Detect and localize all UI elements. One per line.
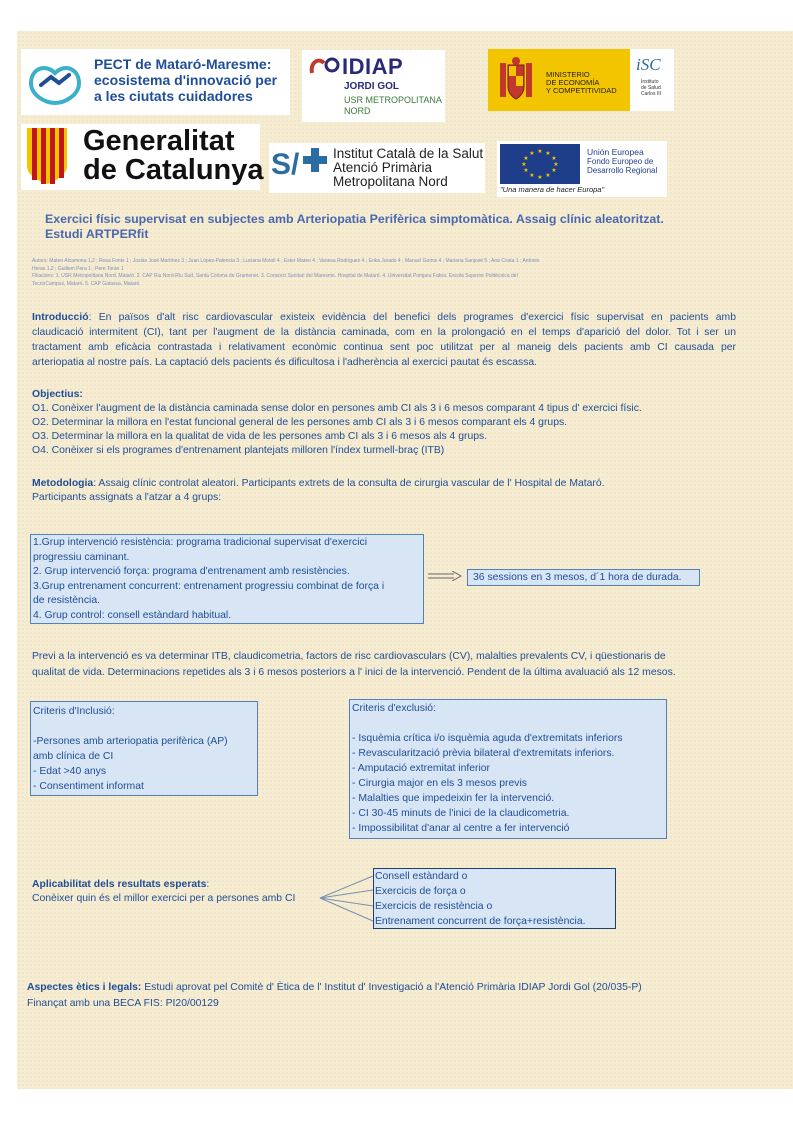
svg-text:★: ★ [523,167,529,174]
options-box [373,868,616,929]
group-1-line1: 1.Grup intervenció resistència: programa tradicional supervisat d'exercici [33,537,368,548]
svg-text:★: ★ [529,150,535,157]
isciii-mark-icon: iSC [636,55,661,74]
intro-line2: claudicació intermitent (CI), tant per l'augment de la distància caminada, com en la prolongació en el temps d'aparició del dolor. Tot i ser un [32,327,736,338]
title-line2: Estudi ARTPERfit [45,227,149,241]
pect-logo [21,49,290,115]
etics-label: Aspectes ètics i legals: [27,982,142,993]
objective-2: O2. Determinar la millora en l'estat funcional general de les persones amb CI als 3 i 6 mesos comparant els 4 grups. [32,417,568,428]
ics-line3: Metropolitana Nord [333,174,448,189]
svg-text:★: ★ [537,174,543,181]
group-3-line1: 3.Grup entrenament concurrent: entrenament progressiu combinat de força i [33,580,385,592]
objective-3: O3. Determinar la millora en la qualitat de vida de les persones amb CI als 3 i 6 mesos als 4 grups. [32,431,488,442]
svg-text:★: ★ [545,150,551,157]
ministerio-logo [488,49,630,111]
inclusion-title: Criteris d'Inclusió: [33,706,115,717]
authors-block [32,258,748,288]
isciii-line1: Instituto [641,79,659,85]
ministerio-line3: Y COMPETITIVIDAD [546,86,617,95]
exclusion-item-3: - Amputació extremitat inferior [352,763,491,774]
svg-text:★: ★ [545,172,551,179]
generalitat-line2: de Catalunya [83,154,264,186]
catalan-flag-icon [25,126,69,186]
exclusion-item-7: - Impossibilitat d'anar al centre a fer intervenció [352,823,570,834]
svg-text:★: ★ [523,155,529,162]
double-arrow-icon [428,571,462,581]
poster-title [45,212,765,242]
ministerio-line2: DE ECONOMÍA [546,78,600,87]
svg-text:★: ★ [521,161,527,168]
option-3: Exercicis de resistència o [375,901,493,912]
objectius-label: Objectius: [32,389,83,400]
isciii-line3: Carlos III [641,91,662,97]
isciii-logo [630,49,674,111]
generalitat-logo [21,124,264,190]
objective-1: O1. Conèixer l'augment de la distància caminada sense dolor en persones amb CI als 3 i 6 mesos comparant 4 tipus d' exercici físic. [32,403,642,414]
intro-label: Introducció [32,312,89,323]
svg-text:★: ★ [551,167,557,174]
exclusion-item-2: - Revascularització prèvia bilateral d'extremitats inferiors. [352,748,615,759]
group-2: 2. Grup intervenció força: programa d'entrenament amb resistències. [33,566,350,578]
sessions-box [467,569,700,586]
aplicabilitat-label: Aplicabilitat dels resultats esperats [32,879,207,890]
groups-box [30,534,424,624]
ics-line1: Institut Català de la Salut [333,146,484,161]
inclusion-item-3: - Edat >40 anys [33,766,107,777]
exclusion-item-4: - Cirurgia major en els 3 mesos previs [352,778,527,789]
objectius-section [32,388,752,458]
fan-out-lines [318,870,374,930]
authors-line1: Autors: Mateo Alcamona 1,2 ; Rosa Fonts 1 ; Josiàs José Martínez 3 ; Juan López-Palencia 3 ; Luciana Motoll 4 ; Ester Mateo 4 ; Vanesa Rodríguez 4 ; Erika Jurado 4 ; Manuel Gomis 4 ; Mariana Sanjosé 5 ; Ana Costa 1 ; Antonio [32,258,540,264]
pect-hands-icon [27,59,83,107]
idiap-sub: JORDI GOL [344,81,400,92]
eu-line3: Desarrollo Regional [587,166,658,175]
etics-line1: Estudi aprovat pel Comitè d' Ètica de l' Institut d' Investigació a l'Atenció Primària IDIAP Jordi Gol (20/035-P) [141,982,642,993]
authors-line2: Heras 1,2 ; Guillem Pera 1 ; Pere Torán 1 [32,265,124,272]
objective-4: O4. Conèixer si els programes d'entrenament plantejats milloren l'índex turmell-braç (ITB) [32,445,445,456]
etics-line2: Finançat amb una BECA FIS: PI20/00129 [27,997,219,1009]
idiap-usr2: NORD [344,106,371,116]
ics-mark: S/ [271,148,300,181]
exclusion-box [349,699,667,839]
exclusion-item-6: - CI 30-45 minuts de l'inici de la claudicometria. [352,808,570,819]
pect-line3: a les ciutats cuidadores [94,88,253,104]
exclusion-item-5: - Malalties que impedeixin fer la intervenció. [352,793,555,804]
intro-line4: arteriopatia al nostre país. La captació dels pacients és dificultosa i l'adherència al exercici pautat és escassa. [32,357,538,368]
eu-line1: Unión Europea [587,147,644,157]
metodologia-line2: Participants assignats a l'atzar a 4 grups: [32,492,222,503]
metodologia-section [32,477,752,505]
ics-logo [269,143,485,193]
previ-line2: qualitat de vida. Determinacions repetides als 3 i 6 mesos posteriors a l' inici de la intervenció. Pendent de la última avaluació als 12 mesos. [32,666,676,678]
isciii-line2: de Salud [641,85,661,91]
title-line1: Exercici físic supervisat en subjectes amb Arteriopatia Perifèrica simptomàtica. Assaig clínic aleatoritzat. [45,212,664,226]
ics-line2: Atenció Primària [333,160,433,175]
aplicabilitat-colon: : [206,879,210,890]
option-1: Consell estàndard o [375,871,468,882]
previ-section [32,649,752,680]
svg-text:★: ★ [553,161,559,168]
group-1-line2: progressiu caminant. [33,551,130,563]
intro-line1: : En països d'alt risc cardiovascular existeix evidència del benefici dels programes d'exercici físic supervisat en pacients amb [88,312,736,323]
option-4: Entrenament concurrent de força+resistència. [375,916,586,927]
svg-text:★: ★ [551,155,557,162]
inclusion-box [30,701,258,796]
exclusion-title: Criteris d'exclusió: [352,703,436,714]
svg-text:★: ★ [537,148,543,155]
idiap-name: IDIAP [342,54,404,79]
etics-section [27,980,642,1011]
group-4: 4. Grup control: consell estàndard habitual. [33,609,232,621]
affiliations-line2: TecnoCampus, Mataró. 5. CAP Gatassa, Mataró. [32,280,141,287]
sessions-text: 36 sessions en 3 mesos, d´1 hora de durada. [473,572,682,583]
svg-text:★: ★ [529,172,535,179]
pect-line1: PECT de Mataró-Maresme: [94,56,272,72]
metodologia-line1: : Assaig clínic controlat aleatori. Participants extrets de la consulta de cirurgia vascular de l' Hospital de Mataró. [93,478,605,489]
idiap-mark-icon [308,55,342,81]
inclusion-item-4: - Consentiment informat [33,781,144,792]
intro-section [32,310,736,370]
ministerio-line1: MINISTERIO [546,70,590,79]
eu-motto: "Una manera de hacer Europa" [500,185,605,194]
generalitat-line1: Generalitat [83,125,235,157]
idiap-usr1: USR METROPOLITANA [344,95,442,105]
eu-flag-icon [500,144,580,184]
aplicabilitat-line: Conèixer quin és el millor exercici per a persones amb CI [32,893,296,904]
exclusion-item-1: - Isquèmia crítica i/o isquèmia aguda d'extremitats inferiors [352,733,623,744]
idiap-logo [302,50,445,122]
metodologia-label: Metodologia [32,478,94,489]
eu-logo [497,141,667,197]
inclusion-item-2: amb clínica de CI [33,751,114,762]
option-2: Exercicis de força o [375,886,466,897]
previ-line1: Previ a la intervenció es va determinar ITB, claudicometria, factors de risc cardiovasculars (CV), malalties prevalents CV, i qüestionaris de [32,651,666,662]
pect-line2: ecosistema d'innovació per [94,72,278,88]
ics-cross-icon [303,148,327,172]
aplicabilitat-section [32,878,295,906]
coat-of-arms-icon [496,55,536,105]
group-3-line2: de resistència. [33,595,100,607]
intro-line3: tractament amb eficàcia contrastada i relativament econòmic continua sent poc utilitzat per al maneig dels pacients amb CI causada per [32,342,736,353]
affiliations-line1: Filiacions: 1. USR Metropolitana Nord, Mataró. 2. CAP Riu Nord-Riu Sud, Santa Coloma de Gramenet. 3. Consorci Sanitari del Maresme. Hospital de Mataró. 4. Universitat Pompeu Fabra. Escola Superior Politècnica del [32,273,518,279]
eu-line2: Fondo Europeo de [587,157,654,166]
inclusion-item-1: -Persones amb arteriopatia perifèrica (AP) [33,736,228,747]
